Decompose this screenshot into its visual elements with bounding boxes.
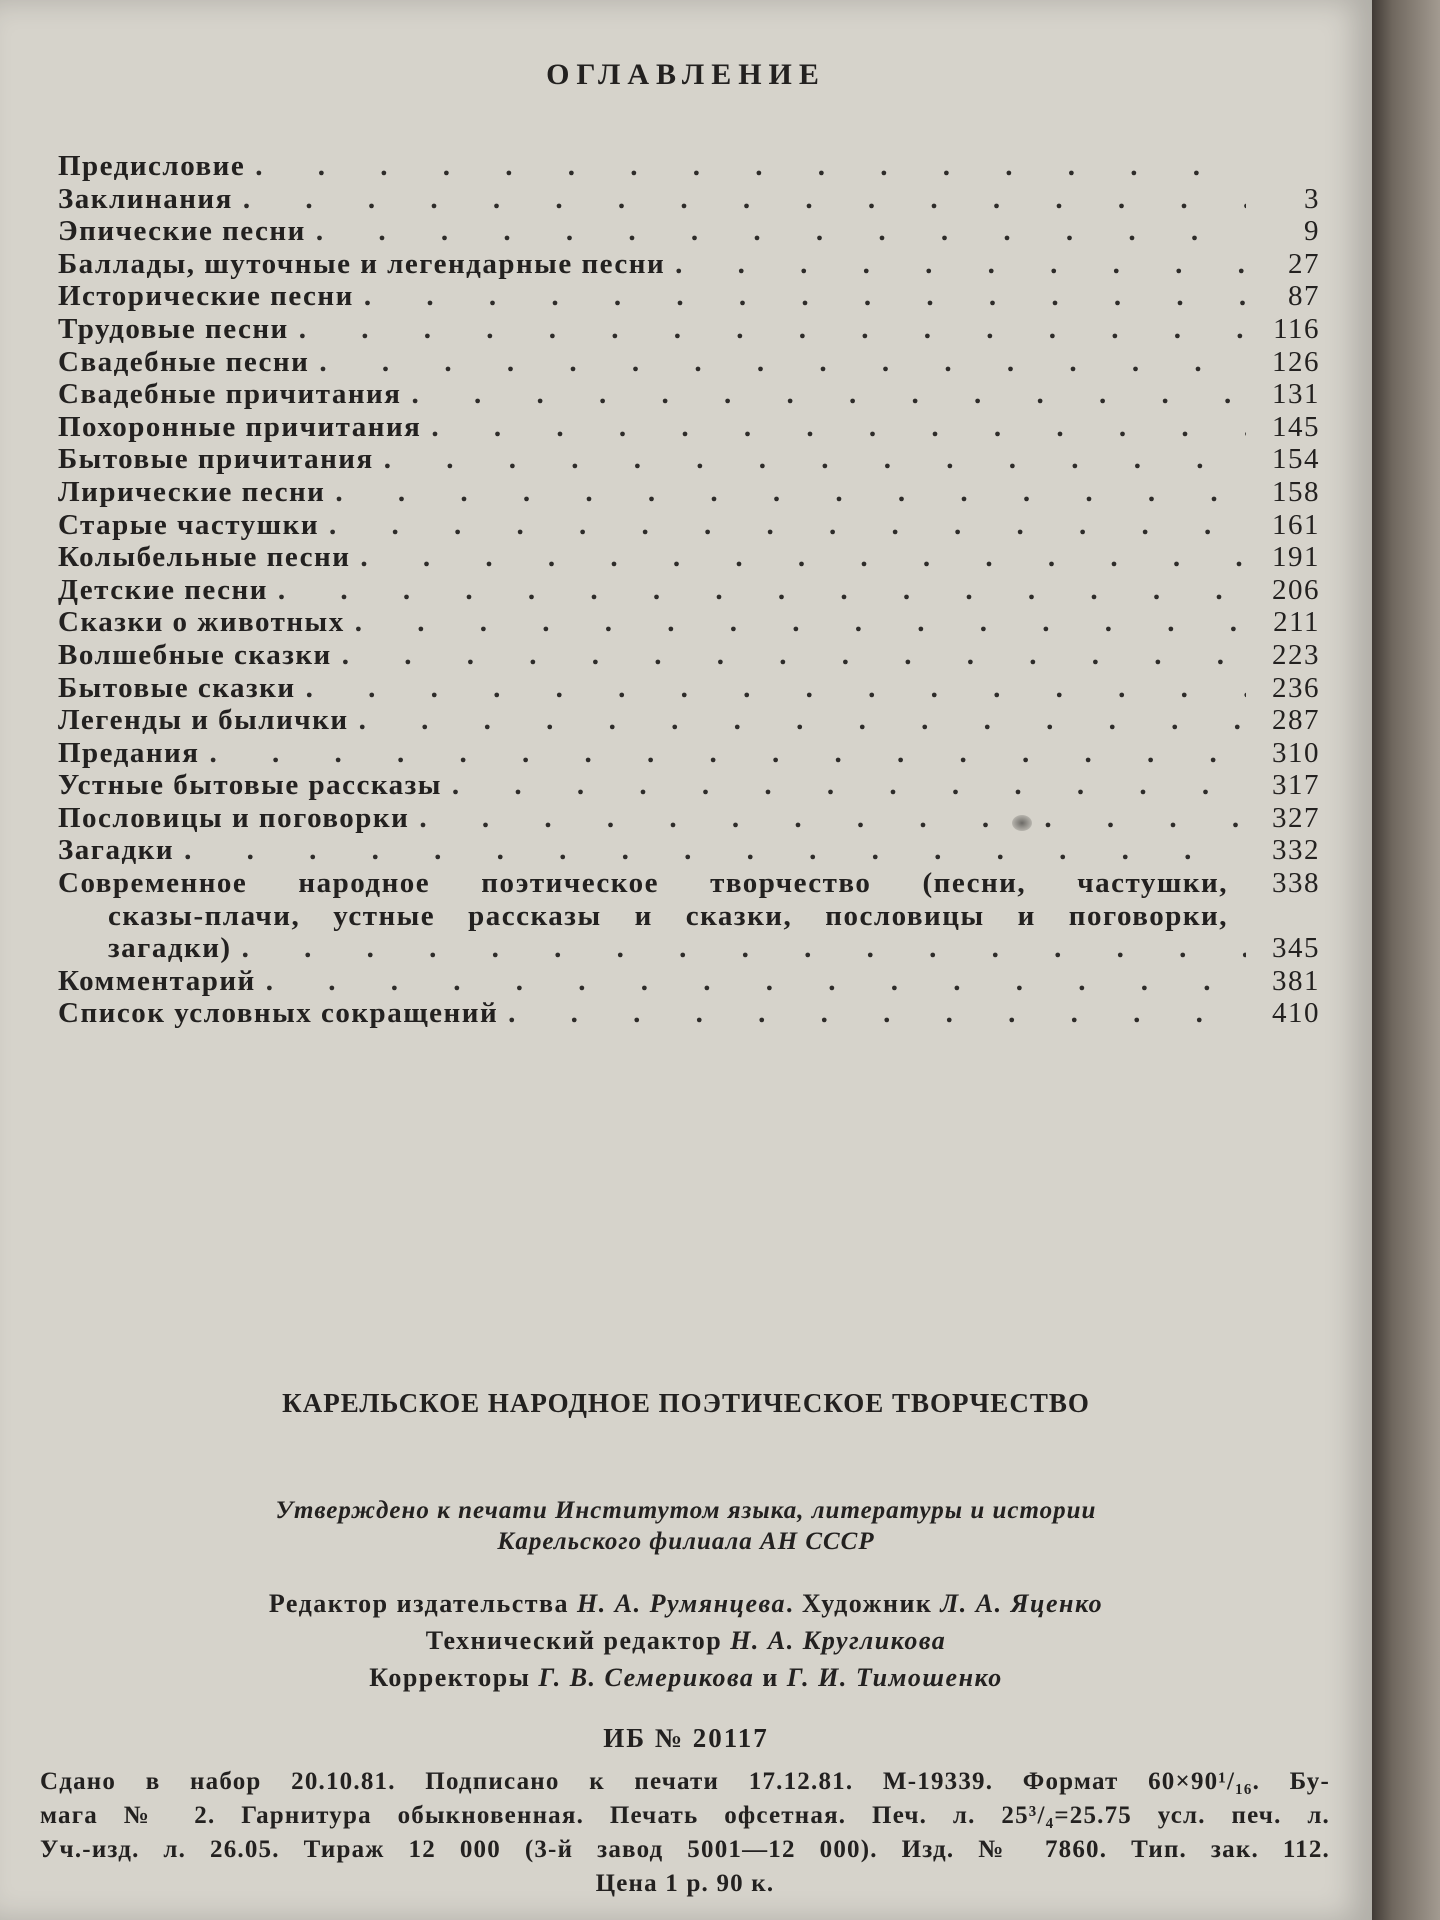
toc-leader-dots	[355, 606, 1246, 639]
toc-page-number: 154	[1272, 443, 1320, 476]
tech-editor-label: Технический редактор	[425, 1626, 723, 1655]
artist-name: Л. А. Яценко	[940, 1589, 1104, 1618]
proofreader-1: Г. В. Семерикова	[538, 1663, 755, 1692]
toc-page-number: 410	[1272, 997, 1320, 1030]
toc-row-multiline-second	[58, 900, 1320, 933]
toc-label: Свадебные песни	[58, 345, 310, 378]
editor-label: Редактор издательства	[268, 1589, 570, 1618]
toc-label: Предания	[58, 736, 200, 769]
imprint-line-2: мага № 2. Гарнитура обыкновенная. Печать офсетная. Печ. л. 25³/₄=25.75 усл. печ. л.	[40, 1802, 1330, 1829]
toc-row	[58, 378, 1320, 411]
artist-label: Художник	[801, 1589, 933, 1618]
toc-row-multiline-third	[58, 932, 1320, 965]
credits-tech-editor-line	[0, 1622, 1372, 1659]
toc-multiline-entry-cont	[58, 900, 1228, 933]
toc-leader-dots	[384, 443, 1246, 476]
toc-label: Эпические песни	[58, 215, 306, 248]
toc-leader-dots	[508, 997, 1246, 1030]
toc-multiline-entry	[58, 867, 1228, 900]
toc-page-number: 345	[1272, 932, 1320, 965]
toc-label: Трудовые песни	[58, 312, 289, 345]
toc-page-number: 236	[1272, 671, 1320, 704]
ink-smudge	[1012, 815, 1032, 831]
toc-label: Свадебные причитания	[58, 378, 402, 411]
proofreaders-and: и	[762, 1663, 779, 1692]
toc-page-number: 191	[1272, 541, 1320, 574]
toc-row	[58, 346, 1320, 379]
editor-name: Н. А. Румянцева	[577, 1589, 786, 1618]
toc-leader-dots	[209, 737, 1246, 770]
toc-label: Старые частушки	[58, 508, 320, 541]
toc-leader-dots	[342, 639, 1246, 672]
toc-label: Заклинания	[58, 182, 233, 215]
toc-leader-dots	[255, 150, 1246, 183]
imprint	[40, 1765, 1330, 1901]
toc-row	[58, 411, 1320, 444]
toc-label: Баллады, шуточные и легендарные песни	[58, 247, 666, 280]
toc-label: Бытовые сказки	[58, 671, 296, 704]
toc-page-number: 161	[1272, 508, 1320, 541]
credits-editors-line: Редактор издательства Н. А. Румянцева. Художник Л. А. Яценко	[268, 1589, 1104, 1618]
toc-label: Детские песни	[58, 573, 268, 606]
approval-line-1: Утверждено к печати Институтом языка, литературы и истории	[275, 1497, 1097, 1524]
tech-editor-name: Н. А. Кругликова	[730, 1626, 947, 1655]
toc-label: Список условных сокращений	[58, 997, 499, 1030]
toc-page-number: 211	[1273, 606, 1320, 639]
approval-line-2: Карельского филиала АН СССР	[497, 1528, 875, 1555]
ib-number: ИБ № 20117	[603, 1723, 769, 1753]
toc-row	[58, 769, 1320, 802]
table-of-contents	[58, 150, 1320, 1030]
toc-leader-dots	[266, 965, 1246, 998]
imprint-line-3: Уч.-изд. л. 26.05. Тираж 12 000 (3-й завод 5001—12 000). Изд. № 7860. Тип. зак. 112.	[40, 1836, 1330, 1863]
toc-label: Лирические песни	[58, 475, 326, 508]
toc-label: Устные бытовые рассказы	[58, 769, 442, 802]
toc-page-number: 206	[1272, 573, 1320, 606]
toc-leader-dots	[243, 183, 1246, 216]
toc-leader-dots	[184, 834, 1246, 867]
toc-page-number: 116	[1273, 312, 1320, 345]
toc-multiline-line-2: сказы-плачи, устные рассказы и сказки, пословицы и поговорки,	[108, 899, 1228, 932]
toc-leader-dots	[452, 769, 1246, 802]
toc-leader-dots	[359, 704, 1246, 737]
proofreaders-label: Корректоры	[369, 1663, 531, 1692]
book-title: КАРЕЛЬСКОЕ НАРОДНОЕ ПОЭТИЧЕСКОЕ ТВОРЧЕСТВО	[282, 1388, 1090, 1418]
toc-leader-dots	[306, 672, 1246, 705]
credits	[0, 1585, 1372, 1696]
toc-leader-dots	[364, 280, 1246, 313]
toc-label: Загадки	[58, 834, 175, 867]
toc-row	[58, 443, 1320, 476]
approval-note	[0, 1495, 1372, 1557]
toc-row	[58, 672, 1320, 705]
toc-row	[58, 183, 1320, 216]
toc-label: Пословицы и поговорки	[58, 801, 410, 834]
toc-leader-dots	[419, 802, 1246, 835]
book-spine	[1372, 0, 1440, 1920]
toc-label: Легенды и былички	[58, 704, 349, 737]
toc-leader-dots	[299, 313, 1246, 346]
toc-row	[58, 639, 1320, 672]
toc-page-number: 287	[1272, 704, 1320, 737]
toc-row	[58, 248, 1320, 281]
imprint-line-1: Сдано в набор 20.10.81. Подписано к печати 17.12.81. М-19339. Формат 60×90¹/₁₆. Бу-	[40, 1768, 1330, 1795]
toc-row	[58, 280, 1320, 313]
toc-page-number: 381	[1272, 964, 1320, 997]
toc-leader-dots	[329, 509, 1246, 542]
toc-row	[58, 834, 1320, 867]
toc-row	[58, 313, 1320, 346]
toc-page-number: 332	[1272, 834, 1320, 867]
toc-row	[58, 606, 1320, 639]
toc-leader-dots	[242, 932, 1246, 965]
toc-leader-dots	[675, 248, 1246, 281]
toc-page-number: 87	[1288, 280, 1320, 313]
toc-leader-dots	[411, 378, 1246, 411]
credits-proofreaders-line	[0, 1659, 1372, 1696]
toc-row	[58, 509, 1320, 542]
toc-page-number: 145	[1272, 410, 1320, 443]
toc-label: Исторические песни	[58, 280, 354, 313]
toc-row-multiline-first	[58, 867, 1320, 900]
toc-label: Бытовые причитания	[58, 443, 374, 476]
toc-page-number: 3	[1304, 182, 1320, 215]
toc-page-number: 131	[1272, 378, 1320, 411]
toc-row	[58, 476, 1320, 509]
toc-page-number: 223	[1272, 638, 1320, 671]
toc-row	[58, 150, 1320, 183]
toc-page-number: 317	[1272, 769, 1320, 802]
proofreader-2: Г. И. Тимошенко	[786, 1663, 1003, 1692]
toc-label: Комментарий	[58, 964, 256, 997]
toc-row	[58, 997, 1320, 1030]
toc-row	[58, 965, 1320, 998]
toc-page-number: 338	[1272, 867, 1320, 900]
toc-row	[58, 215, 1320, 248]
toc-row	[58, 802, 1320, 835]
toc-page-number: 27	[1288, 247, 1320, 280]
toc-leader-dots	[278, 574, 1246, 607]
toc-label: Похоронные причитания	[58, 410, 422, 443]
toc-row	[58, 541, 1320, 574]
toc-leader-dots	[335, 476, 1246, 509]
toc-title: ОГЛАВЛЕНИЕ	[546, 58, 826, 91]
toc-label: Колыбельные песни	[58, 541, 351, 574]
toc-page-number: 9	[1304, 215, 1320, 248]
toc-label: Сказки о животных	[58, 606, 345, 639]
price: Цена 1 р. 90 к.	[595, 1870, 775, 1897]
toc-label: Предисловие	[58, 150, 246, 182]
toc-page-number: 158	[1272, 475, 1320, 508]
toc-page-number: 310	[1272, 736, 1320, 769]
toc-row	[58, 737, 1320, 770]
toc-leader-dots	[431, 411, 1246, 444]
toc-multiline-line-1: Современное народное поэтическое творчество (песни, частушки,	[58, 867, 1228, 900]
toc-leader-dots	[316, 215, 1246, 248]
toc-leader-dots	[319, 346, 1246, 379]
toc-multiline-line-3: загадки)	[108, 932, 232, 965]
toc-row	[58, 574, 1320, 607]
toc-page-number: 327	[1272, 801, 1320, 834]
toc-label: Волшебные сказки	[58, 638, 332, 671]
toc-row	[58, 704, 1320, 737]
toc-page-number: 126	[1272, 345, 1320, 378]
toc-leader-dots	[360, 541, 1246, 574]
